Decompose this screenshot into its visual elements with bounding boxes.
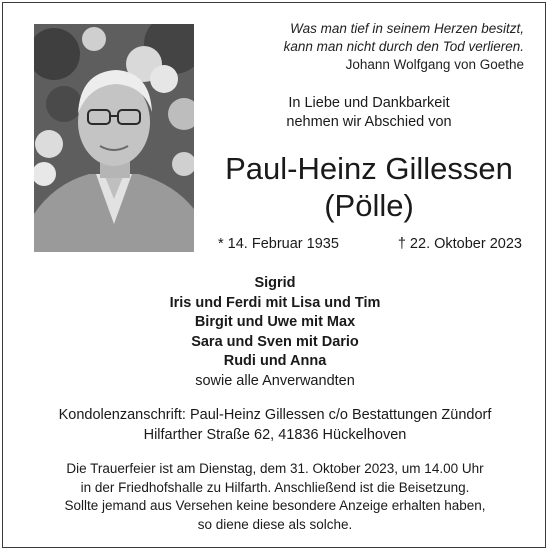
mourner-line: Rudi und Anna <box>223 353 327 369</box>
mourner-line: Sara und Sven mit Dario <box>191 333 359 350</box>
quote-line: Was man tief in seinem Herzen besitzt, <box>290 21 524 36</box>
condolence-line: Kondolenzanschrift: Paul-Heinz Gillessen c/o Bestattungen Zündorf <box>58 407 492 423</box>
mourner-closing: sowie alle Anverwandten <box>195 372 355 389</box>
mourner-line: Sigrid <box>254 275 296 291</box>
birth-date: * 14. Februar 1935 <box>218 236 339 252</box>
intro-text <box>212 94 526 132</box>
funeral-details <box>0 460 550 534</box>
funeral-line: in der Friedhofshalle zu Hilfarth. Anschließend ist die Beisetzung. <box>80 479 470 495</box>
goethe-quote <box>224 20 524 74</box>
funeral-line: so diene diese als solche. <box>197 516 353 532</box>
mourner-line: Iris und Ferdi mit Lisa und Tim <box>169 294 381 311</box>
portrait-photo <box>34 24 194 252</box>
deceased-name: Paul-Heinz Gillessen <box>225 151 513 186</box>
intro-line: nehmen wir Abschied von <box>286 114 452 130</box>
quote-line: kann man nicht durch den Tod verlieren. <box>283 39 524 54</box>
deceased-nickname: (Pölle) <box>324 188 414 223</box>
quote-author: Johann Wolfgang von Goethe <box>345 57 524 72</box>
death-date: † 22. Oktober 2023 <box>397 236 522 252</box>
intro-line: In Liebe und Dankbarkeit <box>288 95 450 111</box>
mourner-line: Birgit und Uwe mit Max <box>194 314 356 330</box>
deceased-name-block <box>202 150 536 224</box>
funeral-line: Sollte jemand aus Versehen keine besondere Anzeige erhalten haben, <box>64 498 486 513</box>
condolence-address <box>0 406 550 445</box>
mourners-list <box>0 274 550 391</box>
condolence-line: Hilfarther Straße 62, 41836 Hückelhoven <box>143 426 407 443</box>
funeral-line: Die Trauerfeier ist am Dienstag, dem 31. Oktober 2023, um 14.00 Uhr <box>66 461 484 476</box>
